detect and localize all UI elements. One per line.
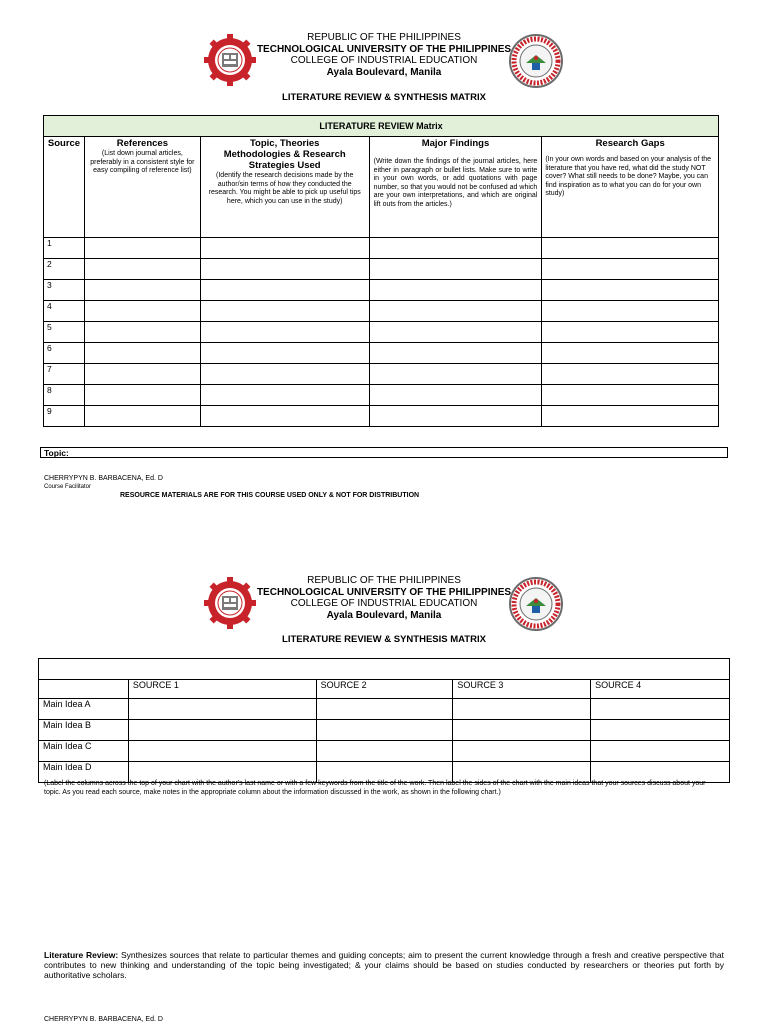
main-idea-label: Main Idea A <box>39 699 129 720</box>
table-row: 8 <box>44 385 719 406</box>
main-idea-label: Main Idea D <box>39 762 129 783</box>
header-republic: REPUBLIC OF THE PHILIPPINES <box>307 32 461 43</box>
matrix-band-title: LITERATURE REVIEW Matrix <box>44 116 719 137</box>
literature-review-text: Synthesizes sources that relate to particular themes and guiding concepts; aim to present the current knowledge through a fresh and creative perspective that contributes to new thinking and understanding of the topic being investigated; & your claims should be based on studies conducted by researchers or theories put forth by authoritative scholars. <box>44 950 724 980</box>
table-row: 2 <box>44 259 719 280</box>
col-gaps-desc: (In your own words and based on your analysis of the literature that you have red, what did the study NOT cover? What still needs to be done? Maybe, you can find inspiration as to what you can do for your own study) <box>545 156 712 197</box>
table-row: 6 <box>44 343 719 364</box>
table-row: 9 <box>44 406 719 427</box>
matrix-title: LITERATURE REVIEW & SYNTHESIS MATRIX <box>282 634 486 645</box>
table-row: 1 <box>44 238 719 259</box>
header-republic: REPUBLIC OF THE PHILIPPINES <box>307 575 461 586</box>
footer-facilitator-name: CHERRYPYN B. BARBACENA, Ed. D <box>44 1016 163 1023</box>
synthesis-instructions: (Label the columns across the top of your chart with the author's last name or with a few keywords from the title of the work. Then label the sides of the chart with the main ideas that your sources discuss about your topic. As you read each source, make notes in the appropriate column about the information discussed in the work, as shown in the following chart.) <box>44 780 706 796</box>
table-row: 3 <box>44 280 719 301</box>
table-row: 4 <box>44 301 719 322</box>
col-references: References (List down journal articles, preferably in a consistent style for easy compiling of reference list) <box>84 137 200 238</box>
header-college: COLLEGE OF INDUSTRIAL EDUCATION <box>290 598 478 609</box>
source-4-header: SOURCE 4 <box>591 680 730 699</box>
main-idea-label: Main Idea B <box>39 720 129 741</box>
col-topic-desc: (Identify the research decisions made by the author/sin terms of how they conducted the research. You might be able to pick up useful tips here, which you can use in the study) <box>208 172 361 205</box>
literature-review-definition <box>44 950 724 980</box>
matrix-title: LITERATURE REVIEW & SYNTHESIS MATRIX <box>282 92 486 103</box>
source-3-header: SOURCE 3 <box>453 680 591 699</box>
facilitator-role: Course Facilitator <box>44 484 92 490</box>
header-address: Ayala Boulevard, Manila <box>326 66 442 78</box>
header-university: TECHNOLOGICAL UNIVERSITY OF THE PHILIPPINES <box>256 43 512 55</box>
header-address: Ayala Boulevard, Manila <box>326 609 442 621</box>
table-row <box>39 741 730 762</box>
main-idea-label: Main Idea C <box>39 741 129 762</box>
table-row: 5 <box>44 322 719 343</box>
synthesis-matrix-table <box>38 658 730 783</box>
distribution-notice: RESOURCE MATERIALS ARE FOR THIS COURSE USED ONLY & NOT FOR DISTRIBUTION <box>120 492 420 499</box>
source-2-header: SOURCE 2 <box>316 680 453 699</box>
table-row: 7 <box>44 364 719 385</box>
facilitator-name: CHERRYPYN B. BARBACENA, Ed. D <box>44 475 163 482</box>
col-findings: Major Findings (Write down the findings of the journal articles, here either in paragraph or bullet lists. Make sure to write in your own words, or add quotations with page number, so that you would not be confused ad which are your own interpretations, and which are original lift outs from the articles.) <box>369 137 542 238</box>
col-findings-desc: (Write down the findings of the journal articles, here either in paragraph or bullet lists. Make sure to write in your own words, or add quotations with page number, so that you would not be confused ad which are your own interpretations, and which are original lift outs from the articles.) <box>373 158 538 208</box>
literature-review-table <box>43 115 719 427</box>
literature-review-label: Literature Review: <box>44 950 119 960</box>
table-row <box>39 699 730 720</box>
source-1-header: SOURCE 1 <box>128 680 316 699</box>
header-university: TECHNOLOGICAL UNIVERSITY OF THE PHILIPPINES <box>256 586 512 598</box>
synthesis-topic-row[interactable] <box>39 659 730 680</box>
topic-field[interactable]: Topic: <box>40 447 728 458</box>
col-gaps: Research Gaps (In your own words and based on your analysis of the literature that you have red, what did the study NOT cover? What still needs to be done? Maybe, you can find inspiration as to what you can do for your own study) <box>542 137 719 238</box>
col-references-desc: (List down journal articles, preferably in a consistent style for easy compiling of reference list) <box>90 150 195 174</box>
col-topic: Topic, Theories Methodologies & Research Strategies Used (Identify the research decisions made by the author/sin terms of how they conducted the research. You might be able to pick up useful tips here, which you can use in the study) <box>200 137 369 238</box>
header-college: COLLEGE OF INDUSTRIAL EDUCATION <box>290 55 478 66</box>
col-source: Source <box>44 137 85 238</box>
table-row <box>39 720 730 741</box>
